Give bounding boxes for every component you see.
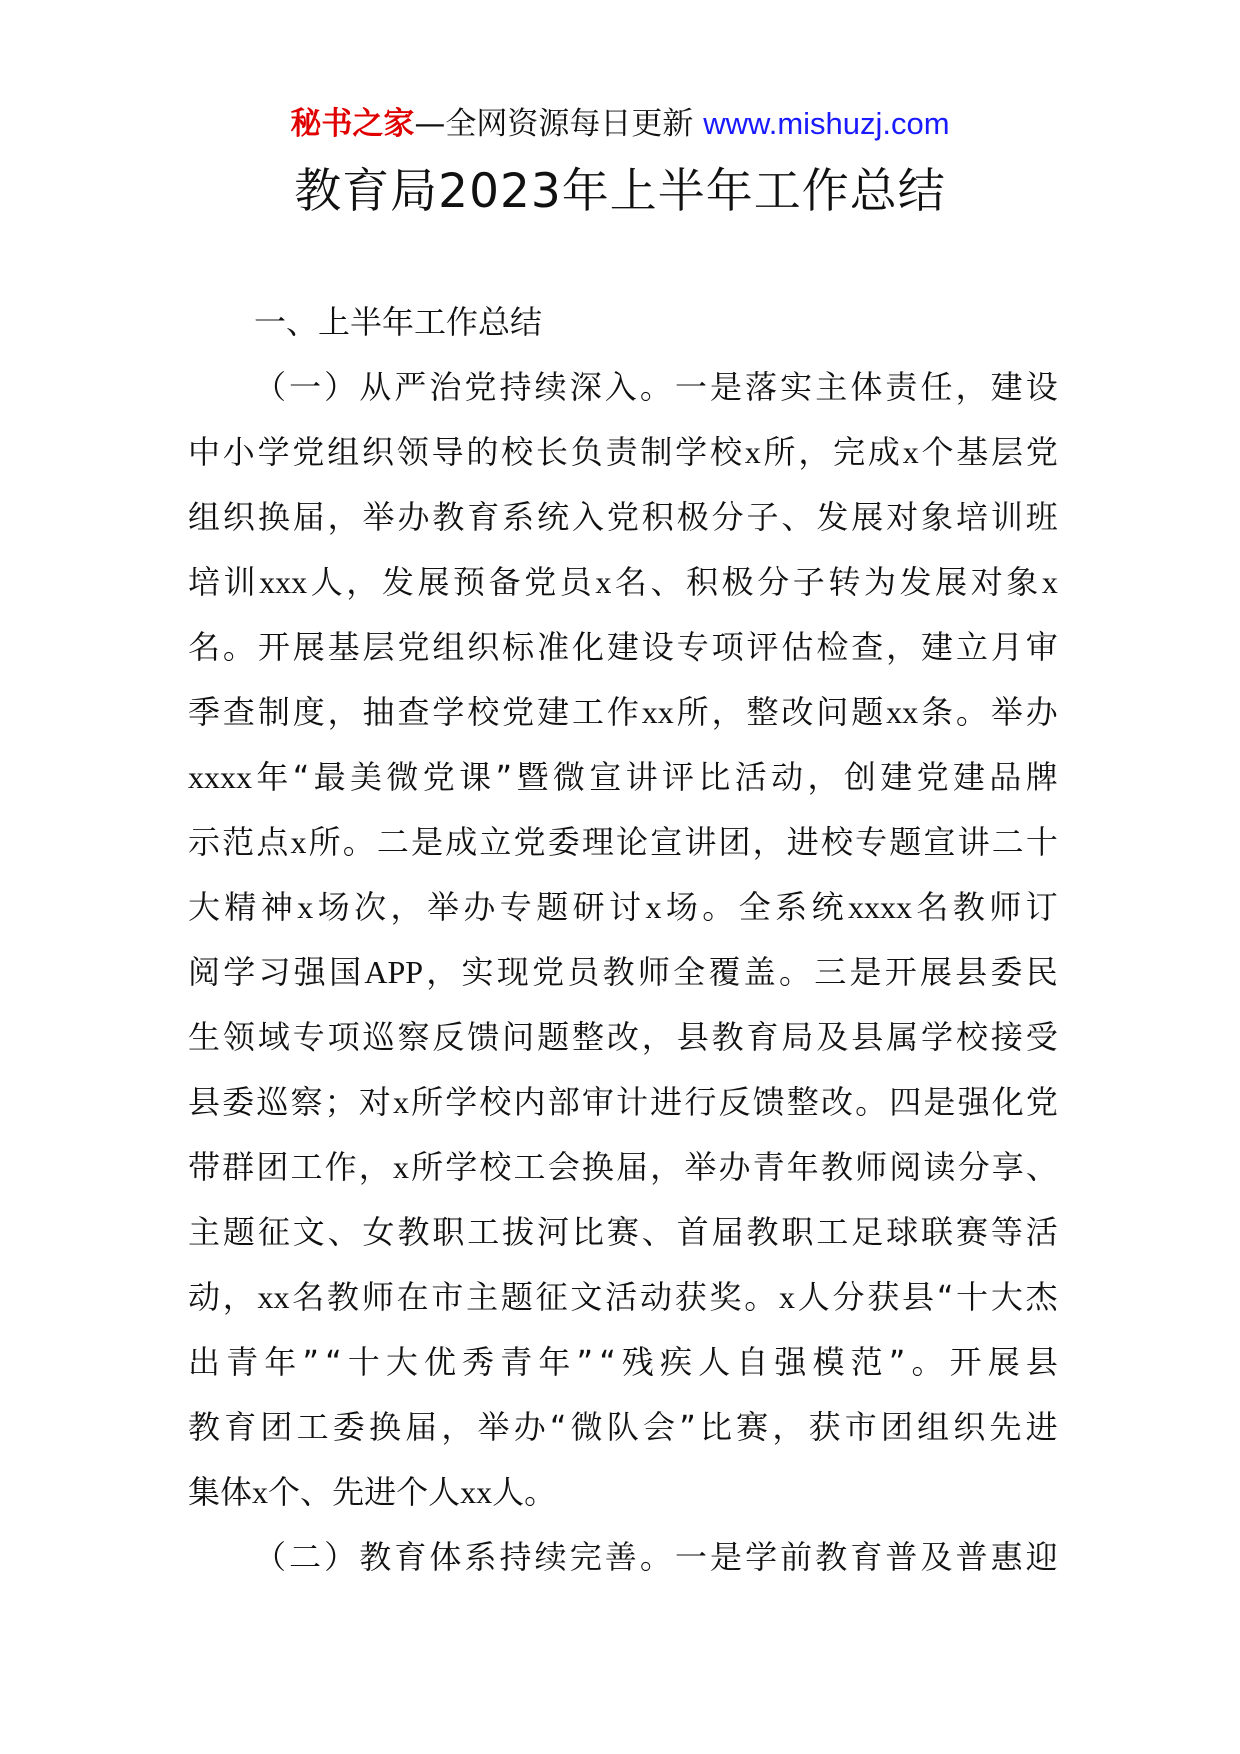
paragraph-party-building (188, 355, 1058, 1525)
banner-slogan: —全网资源每日更新 (414, 106, 704, 142)
text-line: 带 群 团 工 作 ， x 所 学 校 工 会 换 届 ， 举 办 青 年 教 师 阅 读 分 享 、 (188, 1148, 1058, 1186)
watermark-banner (0, 104, 1240, 144)
text-line: 集 体 x 个 、 先 进 个 人 xx 人 。 (188, 1473, 557, 1511)
text-line: 中 小 学 党 组 织 领 导 的 校 长 负 责 制 学 校 x 所 ， 完 成 x 个 基 层 党 (188, 433, 1058, 471)
banner-url: www.mishuzj.com (703, 106, 950, 141)
text-line: 大 精 神 x 场 次 ， 举 办 专 题 研 讨 x 场 。 全 系 统 xxxx 名 教 师 订 (188, 888, 1058, 926)
document-title: 教育局2023年上半年工作总结 (294, 164, 946, 219)
document-body (188, 290, 1058, 1590)
text-line: 季 查 制 度 ， 抽 查 学 校 党 建 工 作 xx 所 ， 整 改 问 题 xx 条 。 举 办 (188, 693, 1058, 731)
text-line: 阅 学 习 强 国 APP ， 实 现 党 员 教 师 全 覆 盖 。 三 是 开 展 县 委 民 (188, 953, 1058, 991)
banner-brand: 秘书之家 (290, 106, 415, 142)
text-line: 生 领 域 专 项 巡 察 反 馈 问 题 整 改 ， 县 教 育 局 及 县 属 学 校 接 受 (188, 1018, 1058, 1056)
text-line: 县 委 巡 察 ； 对 x 所 学 校 内 部 审 计 进 行 反 馈 整 改 。 四 是 强 化 党 (188, 1083, 1058, 1121)
text-line: 教 育 团 工 委 换 届 ， 举 办 “ 微 队 会 ” 比 赛 ， 获 市 团 组 织 先 进 (188, 1408, 1058, 1446)
text-line: xxxx 年 “ 最 美 微 党 课 ” 暨 微 宣 讲 评 比 活 动 ， 创 建 党 建 品 牌 (188, 758, 1058, 796)
text-line: 组 织 换 届 ， 举 办 教 育 系 统 入 党 积 极 分 子 、 发 展 对 象 培 训 班 (188, 498, 1058, 536)
section-heading: 一、上半年工作总结 (254, 303, 543, 341)
text-line: 主 题 征 文 、 女 教 职 工 拔 河 比 赛 、 首 届 教 职 工 足 球 联 赛 等 活 (188, 1213, 1058, 1251)
paragraph-education-system (188, 1525, 1058, 1590)
text-line: 示 范 点 x 所 。 二 是 成 立 党 委 理 论 宣 讲 团 ， 进 校 专 题 宣 讲 二 十 (188, 823, 1058, 861)
text-line: （ 二 ） 教 育 体 系 持 续 完 善 。 一 是 学 前 教 育 普 及 普 惠 迎 (254, 1538, 1058, 1576)
text-line: （ 一 ） 从 严 治 党 持 续 深 入 。 一 是 落 实 主 体 责 任 ， 建 设 (254, 368, 1058, 406)
text-line: 名 。 开 展 基 层 党 组 织 标 准 化 建 设 专 项 评 估 检 查 ， 建 立 月 审 (188, 628, 1058, 666)
text-line: 动 ， xx 名 教 师 在 市 主 题 征 文 活 动 获 奖 。 x 人 分 获 县 “ 十 大 杰 (188, 1278, 1058, 1316)
text-line: 培 训 xxx 人 ， 发 展 预 备 党 员 x 名 、 积 极 分 子 转 为 发 展 对 象 x (188, 563, 1058, 601)
text-line: 出 青 年 ” “ 十 大 优 秀 青 年 ” “ 残 疾 人 自 强 模 范 ” 。 开 展 县 (188, 1343, 1058, 1381)
